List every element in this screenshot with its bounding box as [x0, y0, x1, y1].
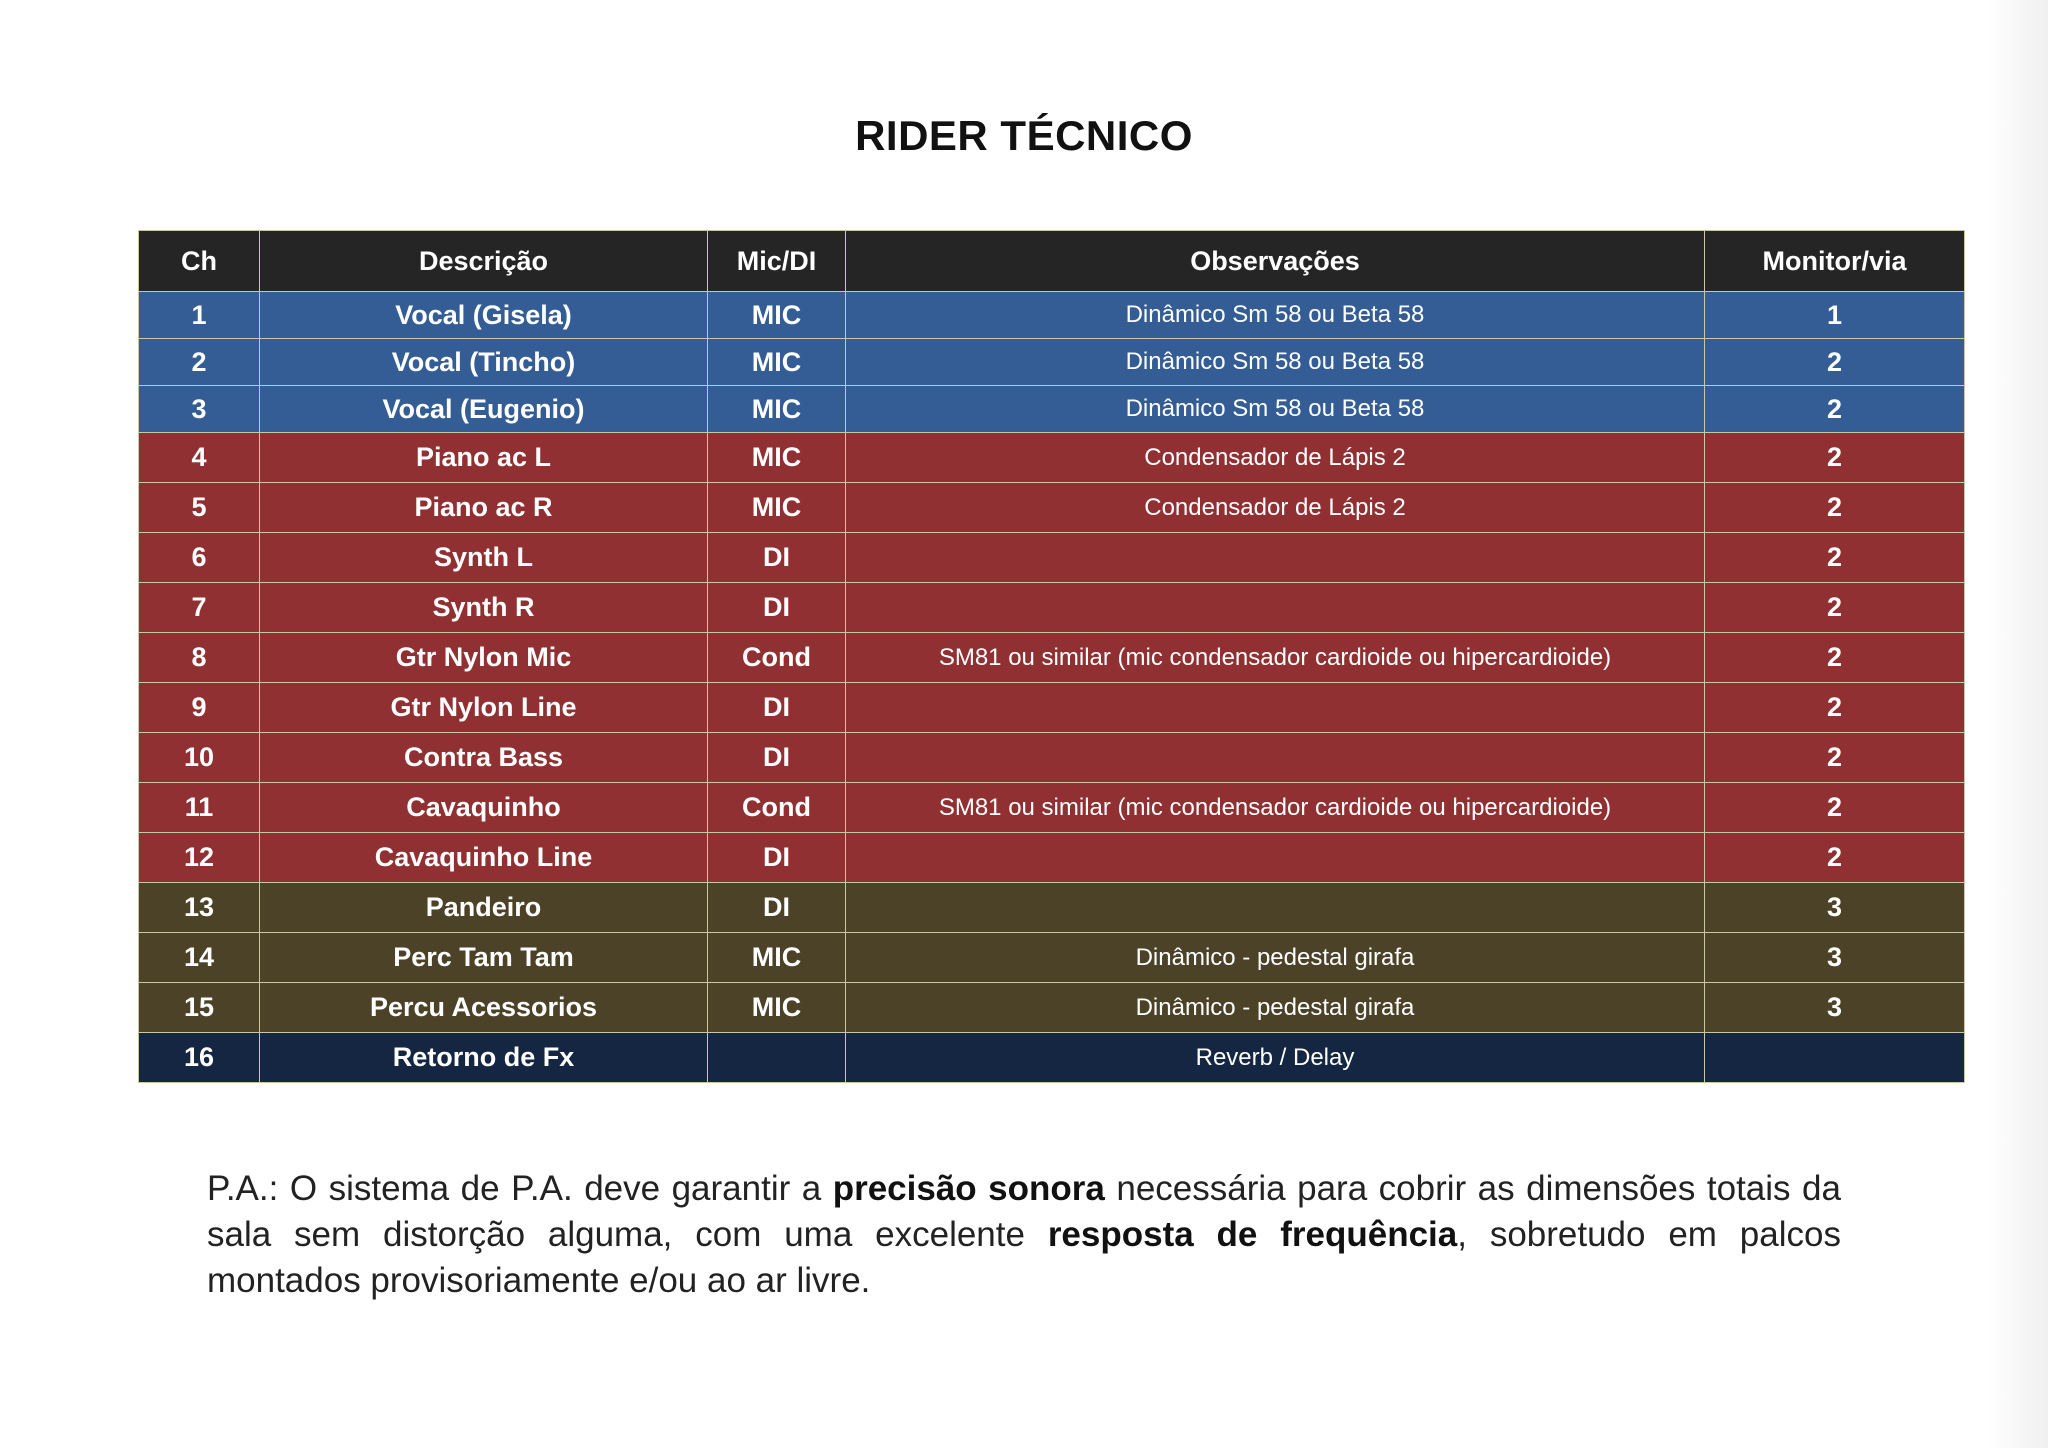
cell-monitor-via: 2 [1705, 733, 1965, 783]
table-row [139, 533, 1965, 583]
cell-ch: 7 [139, 583, 260, 633]
cell-mic-di [708, 1033, 846, 1083]
table-row [139, 386, 1965, 433]
cell-descricao: Cavaquinho Line [260, 833, 708, 883]
cell-mic-di: MIC [708, 483, 846, 533]
cell-ch: 8 [139, 633, 260, 683]
cell-observacoes: SM81 ou similar (mic condensador cardioide ou hipercardioide) [846, 783, 1705, 833]
cell-ch: 11 [139, 783, 260, 833]
table-row [139, 683, 1965, 733]
header-monitor-via: Monitor/via [1705, 231, 1965, 292]
table-row [139, 633, 1965, 683]
table-row [139, 292, 1965, 339]
cell-descricao: Cavaquinho [260, 783, 708, 833]
cell-observacoes: Dinâmico - pedestal girafa [846, 933, 1705, 983]
cell-mic-di: DI [708, 833, 846, 883]
header-ch: Ch [139, 231, 260, 292]
cell-ch: 16 [139, 1033, 260, 1083]
cell-observacoes [846, 883, 1705, 933]
cell-descricao: Gtr Nylon Line [260, 683, 708, 733]
cell-mic-di: DI [708, 683, 846, 733]
cell-mic-di: Cond [708, 783, 846, 833]
cell-descricao: Piano ac R [260, 483, 708, 533]
cell-monitor-via: 1 [1705, 292, 1965, 339]
header-descricao: Descrição [260, 231, 708, 292]
cell-monitor-via: 2 [1705, 533, 1965, 583]
cell-observacoes: Reverb / Delay [846, 1033, 1705, 1083]
cell-ch: 2 [139, 339, 260, 386]
table-row [139, 583, 1965, 633]
cell-ch: 3 [139, 386, 260, 433]
rider-table [138, 230, 1965, 1083]
cell-observacoes: Dinâmico Sm 58 ou Beta 58 [846, 339, 1705, 386]
header-row [139, 231, 1965, 292]
cell-descricao: Vocal (Eugenio) [260, 386, 708, 433]
cell-ch: 10 [139, 733, 260, 783]
cell-monitor-via: 3 [1705, 933, 1965, 983]
cell-observacoes [846, 583, 1705, 633]
table-row [139, 483, 1965, 533]
table-row [139, 783, 1965, 833]
cell-ch: 6 [139, 533, 260, 583]
cell-monitor-via: 2 [1705, 339, 1965, 386]
cell-mic-di: DI [708, 733, 846, 783]
table-row [139, 433, 1965, 483]
cell-monitor-via [1705, 1033, 1965, 1083]
header-mic-di: Mic/DI [708, 231, 846, 292]
cell-descricao: Vocal (Gisela) [260, 292, 708, 339]
table-row [139, 933, 1965, 983]
table-body [139, 292, 1965, 1083]
cell-ch: 5 [139, 483, 260, 533]
cell-monitor-via: 3 [1705, 983, 1965, 1033]
cell-mic-di: MIC [708, 292, 846, 339]
table-row [139, 733, 1965, 783]
cell-mic-di: MIC [708, 983, 846, 1033]
table-row [139, 833, 1965, 883]
cell-monitor-via: 2 [1705, 433, 1965, 483]
note-text: , sobretudo em palcos montados provisoriamente e/ou ao ar livre. [207, 1215, 1841, 1300]
cell-observacoes [846, 533, 1705, 583]
cell-monitor-via: 2 [1705, 386, 1965, 433]
cell-mic-di: MIC [708, 933, 846, 983]
pa-note [207, 1166, 1841, 1304]
cell-descricao: Synth L [260, 533, 708, 583]
table-row [139, 883, 1965, 933]
table-row [139, 339, 1965, 386]
table-header [139, 231, 1965, 292]
cell-observacoes: Dinâmico Sm 58 ou Beta 58 [846, 292, 1705, 339]
cell-observacoes [846, 733, 1705, 783]
cell-observacoes: SM81 ou similar (mic condensador cardioide ou hipercardioide) [846, 633, 1705, 683]
cell-mic-di: Cond [708, 633, 846, 683]
cell-observacoes: Condensador de Lápis 2 [846, 433, 1705, 483]
cell-descricao: Gtr Nylon Mic [260, 633, 708, 683]
cell-descricao: Vocal (Tincho) [260, 339, 708, 386]
cell-mic-di: DI [708, 883, 846, 933]
cell-descricao: Piano ac L [260, 433, 708, 483]
cell-monitor-via: 3 [1705, 883, 1965, 933]
page-edge-shadow [1988, 0, 2048, 1448]
header-observacoes: Observações [846, 231, 1705, 292]
note-text: necessária para cobrir as dimensões totais da sala sem distorção alguma, com uma excelente [207, 1169, 1841, 1254]
note-text: P.A.: O sistema de P.A. deve garantir a [207, 1169, 833, 1208]
note-bold: precisão sonora [832, 1169, 1105, 1208]
cell-monitor-via: 2 [1705, 683, 1965, 733]
cell-monitor-via: 2 [1705, 483, 1965, 533]
cell-observacoes [846, 683, 1705, 733]
cell-ch: 14 [139, 933, 260, 983]
table-row [139, 983, 1965, 1033]
cell-mic-di: DI [708, 533, 846, 583]
cell-descricao: Contra Bass [260, 733, 708, 783]
cell-mic-di: MIC [708, 386, 846, 433]
note-bold: resposta de frequência [1047, 1215, 1458, 1254]
cell-descricao: Perc Tam Tam [260, 933, 708, 983]
page-title: RIDER TÉCNICO [855, 112, 1193, 159]
table-row [139, 1033, 1965, 1083]
cell-mic-di: MIC [708, 433, 846, 483]
cell-ch: 13 [139, 883, 260, 933]
cell-ch: 9 [139, 683, 260, 733]
cell-ch: 1 [139, 292, 260, 339]
cell-mic-di: DI [708, 583, 846, 633]
cell-ch: 4 [139, 433, 260, 483]
cell-ch: 12 [139, 833, 260, 883]
cell-descricao: Percu Acessorios [260, 983, 708, 1033]
cell-ch: 15 [139, 983, 260, 1033]
cell-descricao: Retorno de Fx [260, 1033, 708, 1083]
cell-observacoes: Condensador de Lápis 2 [846, 483, 1705, 533]
cell-observacoes: Dinâmico Sm 58 ou Beta 58 [846, 386, 1705, 433]
cell-monitor-via: 2 [1705, 633, 1965, 683]
cell-monitor-via: 2 [1705, 583, 1965, 633]
cell-descricao: Pandeiro [260, 883, 708, 933]
cell-observacoes [846, 833, 1705, 883]
cell-monitor-via: 2 [1705, 833, 1965, 883]
cell-mic-di: MIC [708, 339, 846, 386]
cell-descricao: Synth R [260, 583, 708, 633]
cell-observacoes: Dinâmico - pedestal girafa [846, 983, 1705, 1033]
cell-monitor-via: 2 [1705, 783, 1965, 833]
